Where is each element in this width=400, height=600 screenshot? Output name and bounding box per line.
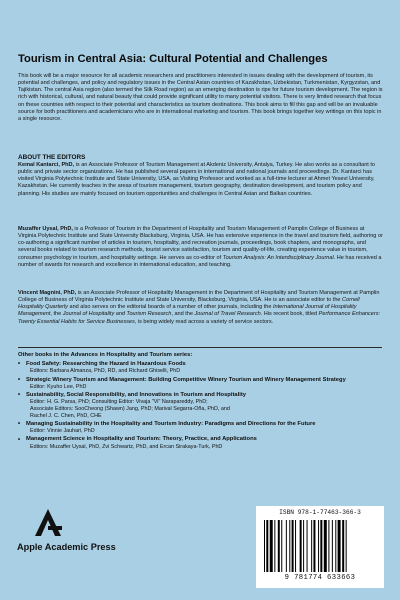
editor-bio-magnini	[18, 290, 384, 326]
series-book-editors: Editors: Muzaffer Uysal, PhD, Zvi Schwartz, PhD, and Ercan Sirakaya-Turk, PhD	[30, 443, 223, 450]
series-book	[18, 421, 382, 435]
editor-bio-text: is an Associate Professor of Hospitality Management in the Department of Hospitality and Tourism Management at Pamplin College of Business of Virginia Polytechnic Institute and State University, Blacksburg, Virginia, USA. He is an associate editor to the	[18, 290, 380, 304]
series-book-editors: Editor: Kyuho Lee, PhD	[30, 383, 87, 390]
editor-name: Vincent Magnini, PhD,	[18, 290, 77, 296]
editor-bio-kantarci	[18, 162, 384, 198]
editor-bio-text: is a Professor of Tourism in the Department of Hospitality and Tourism Management of Pamplin College of Business at Virginia Polytechnic Institute and State University Blacksburg, Virginia, USA. He has extensive experience in the travel and tourism field, authoring or co-authoring a significant number of articles in tourism, hospitality, and recreation journals, proceedings, book chapters, and monographs, and several books related to tourism research methods, tourist service satisfaction, tourism and quality-of-life, creating experience value in tourism, consumer psychology in tourism, and hospitality settings. He serves as co-editor of	[18, 226, 383, 261]
series-book-title: Food Safety: Researching the Hazard in Hazardous Foods	[26, 361, 186, 367]
bullet-icon: •	[18, 376, 21, 383]
series-book-editors: Associate Editors: SooCheong (Shawn) Jang, PhD; Marival Segarra-Oña, PhD, and	[30, 405, 230, 412]
editor-bio-uysal	[18, 226, 384, 269]
journal-title: Journal of Hospitality and Tourism Research	[62, 311, 172, 318]
editor-name: Kemal Kantarci, PhD,	[18, 162, 75, 168]
barcode-number: 9 781774 633663	[284, 574, 356, 582]
journal-title: Tourism Analysis: An Interdisciplinary Journal	[222, 254, 334, 261]
bullet-icon: •	[18, 421, 21, 428]
book-title: Tourism in Central Asia: Cultural Potential and Challenges	[18, 53, 328, 65]
series-book	[18, 361, 382, 375]
editor-name: Muzaffer Uysal, PhD,	[18, 226, 73, 232]
series-book-title: Managing Sustainability in the Hospitality and Tourism Industry: Paradigms and Directions for the Future	[26, 420, 316, 427]
book-description: This book will be a major resource for all academic researchers and practitioners interested in issues dealing with the development of tourism, its potential and challenges, and policy and regulatory issues in the Central Asian countries of Kazakhstan, Uzbekistan, Turkmenistan, Kyrgyzstan, and Tajikistan. The central Asia region (also termed the Silk Road region) as an emerging destination is ripe for future tourism development. The region is rich with historical, cultural, and natural beauty that could provide significant utility to many potential visitors. There is very limited research that focus on these countries with respect to their potential and characteristics as tourism destinations. This book aims to fill this gap and will be an invaluable source for both practitioners and academicians who are in international marketing and tourism. This book brings together key writings on this topic in a single resource.	[18, 73, 383, 122]
editor-bio-text: and also serves on the editorial boards of a number of other journals, including the	[67, 304, 274, 311]
barcode-icon	[264, 520, 376, 572]
publisher-logo	[17, 508, 149, 568]
series-book-editors: Editor: Vinnie Jauhari, PhD	[30, 428, 95, 435]
bullet-icon: •	[18, 361, 21, 368]
series-book-title: Management Science in Hospitality and Tourism: Theory, Practice, and Applications	[26, 436, 257, 443]
section-divider	[18, 347, 382, 348]
apple-academic-press-logo-icon	[31, 508, 65, 536]
series-book-editors: Editor: H. G. Parsa, PhD; Consulting Editor: Vivaja "Vi" Narapareddy, PhD;	[30, 399, 208, 406]
series-book	[18, 392, 382, 419]
series-book-list	[18, 361, 382, 452]
editor-bio-text: . He has received a number of awards for research and excellence in international education, and teaching.	[18, 254, 382, 268]
editor-bio-text: . His recent book, titled	[260, 311, 319, 318]
series-book	[18, 436, 382, 450]
journal-title: Journal of Travel Research	[194, 311, 261, 318]
series-heading: Other books in the Advances in Hospitality and Tourism series:	[18, 352, 193, 358]
publisher-name: Apple Academic Press	[17, 542, 116, 552]
editors-heading: ABOUT THE EDITORS	[18, 154, 86, 161]
book-title-italic: Performance Enhancers: Twenty Essential Habits for Service Businesses	[18, 311, 381, 325]
editor-bio-text: , is being widely read across a variety of service sectors.	[134, 318, 274, 325]
series-book-editors: Editors: Barbara Almanza, PhD, RD, and Richard Ghiselli, PhD	[30, 368, 181, 375]
journal-title: Cornell Hospitality Quarterly	[18, 297, 360, 311]
series-book-title: Sustainability, Social Responsibility, and Innovations in Tourism and Hospitality	[26, 392, 246, 398]
series-book	[18, 377, 382, 391]
bullet-icon: •	[18, 436, 21, 443]
editor-bio-text: is an Associate Professor of Tourism Management at Akdeniz University, Antalya, Turkey. He also works as a consultant to public and private sector organizations. He has published several papers in international and national journals and proceedings. Dr. Kantarci has visited Virginia Polytechnic Institute and State University, USA, as Visiting Professor and worked as a full-time lecturer at Ahmet Yesevi University, Kazakhstan. He currently teaches in the areas of tourism management, tourism geography, destination development, and tourism policy and planning. His studies are mainly focused on tourism opportunities and challenges in Central Asian and Balkan countries.	[18, 162, 376, 197]
bullet-icon: •	[18, 392, 21, 399]
journal-title: International Journal of Hospitality Management	[18, 304, 357, 318]
editor-bio-text: , the	[50, 311, 63, 318]
editor-bio-text: , and the	[171, 311, 195, 318]
series-book-title: Strategic Winery Tourism and Management: Building Competitive Winery Tourism and Winery Management Strategy	[26, 376, 346, 383]
series-book-editors: Rachel J. C. Chen, PhD, CHE	[30, 412, 102, 419]
isbn-label: ISBN 978-1-77463-366-3	[279, 509, 361, 516]
isbn-barcode	[256, 506, 384, 588]
